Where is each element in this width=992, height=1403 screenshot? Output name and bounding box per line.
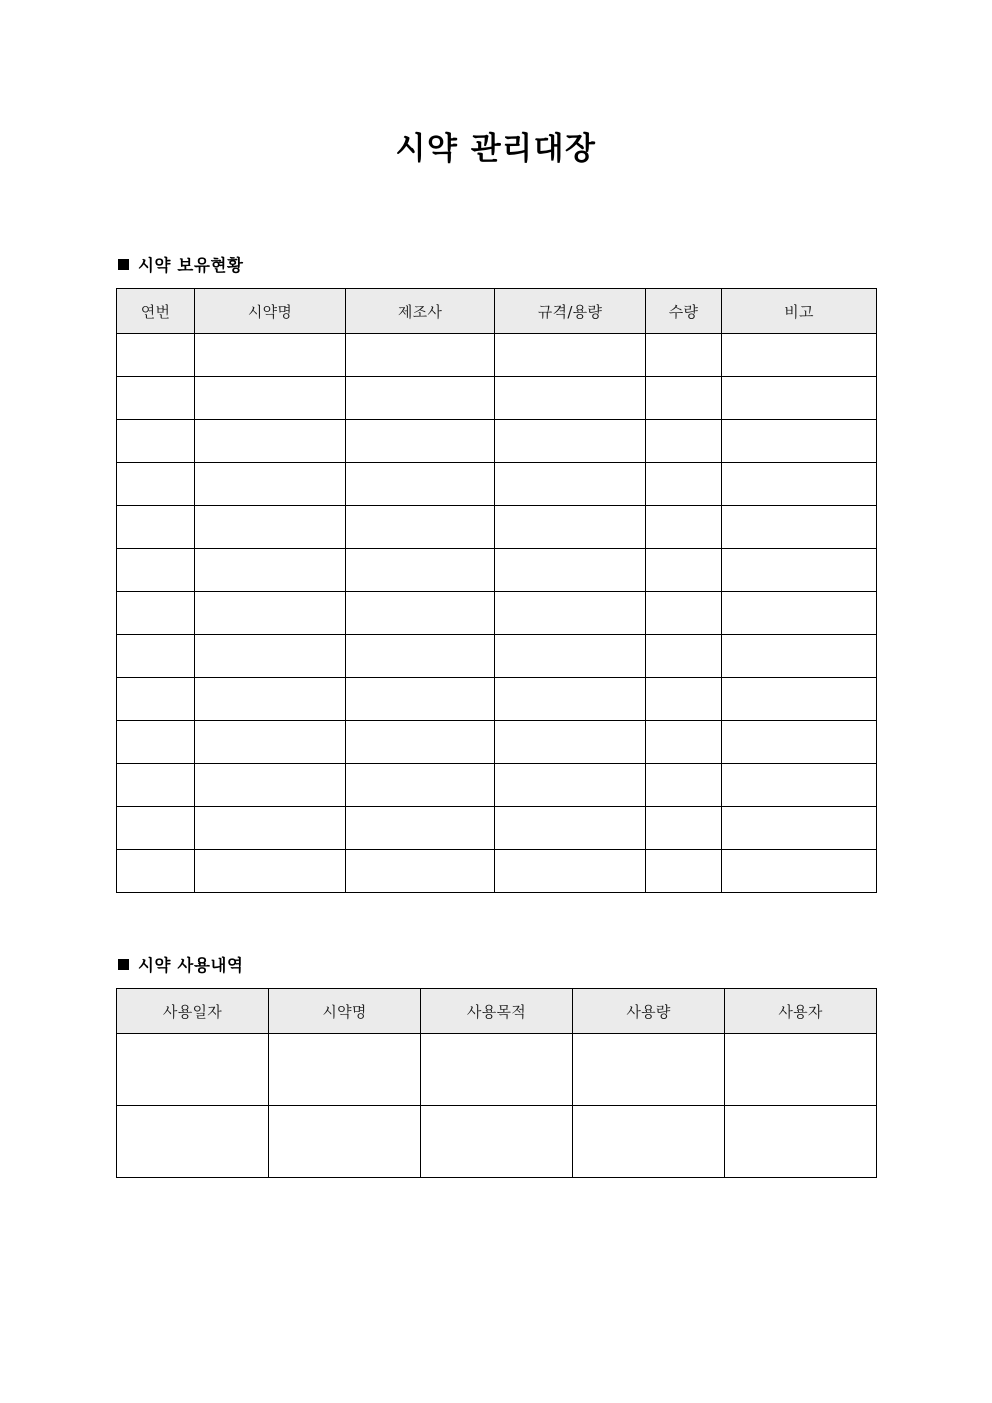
usage-cell-r1-c3[interactable] bbox=[573, 1106, 725, 1178]
inventory-cell-r9-c4[interactable] bbox=[646, 721, 722, 764]
table-row bbox=[117, 549, 877, 592]
inventory-cell-r7-c0[interactable] bbox=[117, 635, 195, 678]
table-row bbox=[117, 721, 877, 764]
inventory-cell-r6-c0[interactable] bbox=[117, 592, 195, 635]
inventory-cell-r12-c3[interactable] bbox=[495, 850, 646, 893]
usage-column-header-2: 사용목적 bbox=[421, 989, 573, 1034]
inventory-cell-r8-c4[interactable] bbox=[646, 678, 722, 721]
inventory-cell-r3-c1[interactable] bbox=[195, 463, 346, 506]
table-row bbox=[117, 850, 877, 893]
inventory-cell-r12-c5[interactable] bbox=[722, 850, 877, 893]
usage-cell-r1-c2[interactable] bbox=[421, 1106, 573, 1178]
table-row bbox=[117, 592, 877, 635]
inventory-cell-r12-c1[interactable] bbox=[195, 850, 346, 893]
table-row bbox=[117, 764, 877, 807]
inventory-column-header-3: 규격/용량 bbox=[495, 289, 646, 334]
section-heading-usage-label: 시약 사용내역 bbox=[138, 956, 244, 975]
inventory-cell-r2-c2[interactable] bbox=[346, 420, 495, 463]
inventory-cell-r6-c2[interactable] bbox=[346, 592, 495, 635]
inventory-cell-r9-c3[interactable] bbox=[495, 721, 646, 764]
usage-cell-r1-c4[interactable] bbox=[725, 1106, 877, 1178]
inventory-cell-r10-c1[interactable] bbox=[195, 764, 346, 807]
inventory-cell-r9-c0[interactable] bbox=[117, 721, 195, 764]
usage-cell-r1-c0[interactable] bbox=[117, 1106, 269, 1178]
inventory-cell-r3-c3[interactable] bbox=[495, 463, 646, 506]
inventory-cell-r4-c1[interactable] bbox=[195, 506, 346, 549]
inventory-cell-r2-c3[interactable] bbox=[495, 420, 646, 463]
table-row bbox=[117, 1034, 877, 1106]
inventory-cell-r11-c0[interactable] bbox=[117, 807, 195, 850]
inventory-cell-r10-c2[interactable] bbox=[346, 764, 495, 807]
usage-cell-r0-c4[interactable] bbox=[725, 1034, 877, 1106]
inventory-cell-r0-c3[interactable] bbox=[495, 334, 646, 377]
usage-column-header-4: 사용자 bbox=[725, 989, 877, 1034]
inventory-cell-r6-c1[interactable] bbox=[195, 592, 346, 635]
table-row bbox=[117, 334, 877, 377]
inventory-column-header-1: 시약명 bbox=[195, 289, 346, 334]
inventory-cell-r12-c2[interactable] bbox=[346, 850, 495, 893]
inventory-cell-r10-c3[interactable] bbox=[495, 764, 646, 807]
usage-cell-r0-c1[interactable] bbox=[269, 1034, 421, 1106]
inventory-cell-r9-c2[interactable] bbox=[346, 721, 495, 764]
inventory-cell-r4-c3[interactable] bbox=[495, 506, 646, 549]
inventory-cell-r9-c5[interactable] bbox=[722, 721, 877, 764]
inventory-cell-r2-c4[interactable] bbox=[646, 420, 722, 463]
inventory-cell-r8-c0[interactable] bbox=[117, 678, 195, 721]
usage-table bbox=[116, 988, 877, 1178]
inventory-cell-r3-c0[interactable] bbox=[117, 463, 195, 506]
inventory-cell-r11-c2[interactable] bbox=[346, 807, 495, 850]
inventory-cell-r4-c5[interactable] bbox=[722, 506, 877, 549]
inventory-cell-r7-c2[interactable] bbox=[346, 635, 495, 678]
inventory-cell-r5-c5[interactable] bbox=[722, 549, 877, 592]
inventory-cell-r1-c3[interactable] bbox=[495, 377, 646, 420]
inventory-cell-r11-c4[interactable] bbox=[646, 807, 722, 850]
inventory-table-body bbox=[117, 334, 877, 893]
inventory-cell-r11-c1[interactable] bbox=[195, 807, 346, 850]
inventory-cell-r4-c4[interactable] bbox=[646, 506, 722, 549]
table-row bbox=[117, 463, 877, 506]
inventory-column-header-5: 비고 bbox=[722, 289, 877, 334]
section-heading-usage bbox=[118, 952, 244, 976]
inventory-cell-r2-c5[interactable] bbox=[722, 420, 877, 463]
inventory-cell-r8-c5[interactable] bbox=[722, 678, 877, 721]
inventory-column-header-4: 수량 bbox=[646, 289, 722, 334]
inventory-cell-r5-c1[interactable] bbox=[195, 549, 346, 592]
inventory-column-header-0: 연번 bbox=[117, 289, 195, 334]
inventory-cell-r2-c0[interactable] bbox=[117, 420, 195, 463]
inventory-cell-r4-c0[interactable] bbox=[117, 506, 195, 549]
inventory-table bbox=[116, 288, 877, 893]
inventory-cell-r3-c4[interactable] bbox=[646, 463, 722, 506]
table-row bbox=[117, 420, 877, 463]
inventory-cell-r1-c5[interactable] bbox=[722, 377, 877, 420]
inventory-cell-r7-c4[interactable] bbox=[646, 635, 722, 678]
inventory-cell-r8-c2[interactable] bbox=[346, 678, 495, 721]
inventory-cell-r5-c2[interactable] bbox=[346, 549, 495, 592]
inventory-cell-r8-c1[interactable] bbox=[195, 678, 346, 721]
usage-table-head bbox=[117, 989, 877, 1034]
inventory-cell-r0-c1[interactable] bbox=[195, 334, 346, 377]
inventory-cell-r5-c3[interactable] bbox=[495, 549, 646, 592]
usage-cell-r0-c0[interactable] bbox=[117, 1034, 269, 1106]
inventory-cell-r0-c5[interactable] bbox=[722, 334, 877, 377]
usage-cell-r1-c1[interactable] bbox=[269, 1106, 421, 1178]
inventory-cell-r0-c0[interactable] bbox=[117, 334, 195, 377]
usage-column-header-3: 사용량 bbox=[573, 989, 725, 1034]
table-row bbox=[117, 807, 877, 850]
usage-table-header-row bbox=[117, 989, 877, 1034]
inventory-cell-r1-c4[interactable] bbox=[646, 377, 722, 420]
inventory-cell-r6-c3[interactable] bbox=[495, 592, 646, 635]
usage-cell-r0-c2[interactable] bbox=[421, 1034, 573, 1106]
page-title: 시약 관리대장 bbox=[395, 131, 597, 167]
inventory-cell-r11-c5[interactable] bbox=[722, 807, 877, 850]
usage-cell-r0-c3[interactable] bbox=[573, 1034, 725, 1106]
inventory-cell-r1-c1[interactable] bbox=[195, 377, 346, 420]
table-row bbox=[117, 678, 877, 721]
inventory-cell-r12-c0[interactable] bbox=[117, 850, 195, 893]
inventory-cell-r7-c3[interactable] bbox=[495, 635, 646, 678]
inventory-cell-r10-c5[interactable] bbox=[722, 764, 877, 807]
inventory-cell-r6-c4[interactable] bbox=[646, 592, 722, 635]
inventory-cell-r5-c0[interactable] bbox=[117, 549, 195, 592]
inventory-cell-r7-c5[interactable] bbox=[722, 635, 877, 678]
inventory-column-header-2: 제조사 bbox=[346, 289, 495, 334]
section-heading-inventory bbox=[118, 252, 244, 276]
inventory-cell-r4-c2[interactable] bbox=[346, 506, 495, 549]
square-bullet-icon bbox=[118, 959, 129, 970]
inventory-cell-r1-c0[interactable] bbox=[117, 377, 195, 420]
inventory-cell-r3-c2[interactable] bbox=[346, 463, 495, 506]
inventory-cell-r9-c1[interactable] bbox=[195, 721, 346, 764]
inventory-cell-r11-c3[interactable] bbox=[495, 807, 646, 850]
inventory-cell-r6-c5[interactable] bbox=[722, 592, 877, 635]
inventory-cell-r1-c2[interactable] bbox=[346, 377, 495, 420]
inventory-cell-r0-c2[interactable] bbox=[346, 334, 495, 377]
inventory-cell-r0-c4[interactable] bbox=[646, 334, 722, 377]
inventory-cell-r3-c5[interactable] bbox=[722, 463, 877, 506]
inventory-cell-r7-c1[interactable] bbox=[195, 635, 346, 678]
inventory-cell-r8-c3[interactable] bbox=[495, 678, 646, 721]
square-bullet-icon bbox=[118, 259, 129, 270]
usage-table-body bbox=[117, 1034, 877, 1178]
inventory-cell-r12-c4[interactable] bbox=[646, 850, 722, 893]
inventory-cell-r5-c4[interactable] bbox=[646, 549, 722, 592]
usage-column-header-1: 시약명 bbox=[269, 989, 421, 1034]
table-row bbox=[117, 635, 877, 678]
inventory-cell-r10-c0[interactable] bbox=[117, 764, 195, 807]
inventory-table-head bbox=[117, 289, 877, 334]
table-row bbox=[117, 377, 877, 420]
table-row bbox=[117, 1106, 877, 1178]
usage-column-header-0: 사용일자 bbox=[117, 989, 269, 1034]
inventory-table-header-row bbox=[117, 289, 877, 334]
inventory-cell-r2-c1[interactable] bbox=[195, 420, 346, 463]
inventory-cell-r10-c4[interactable] bbox=[646, 764, 722, 807]
table-row bbox=[117, 506, 877, 549]
section-heading-inventory-label: 시약 보유현황 bbox=[138, 256, 244, 275]
